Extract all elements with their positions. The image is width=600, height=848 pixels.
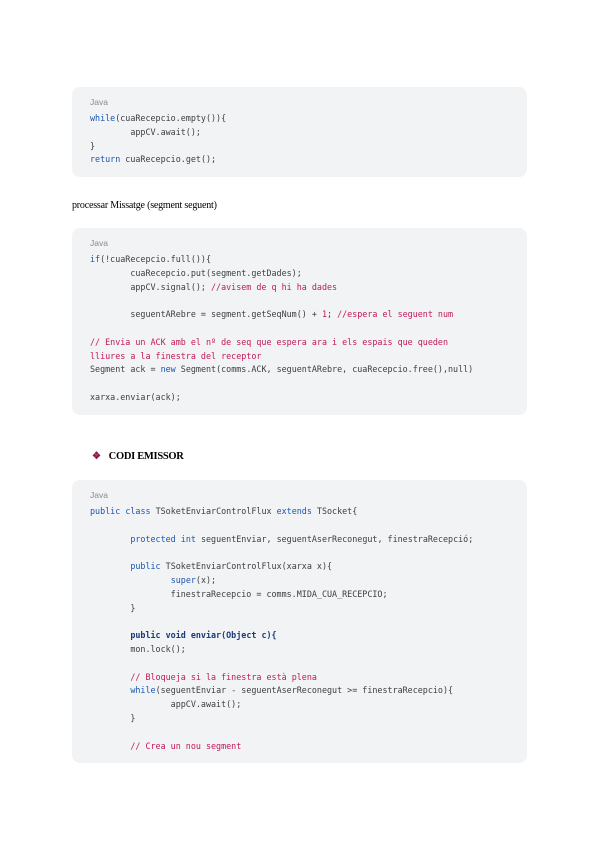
code-line [90,336,509,350]
code-line [90,533,509,547]
code-token [90,534,130,544]
code-line [90,377,509,391]
code-token: lliures a la finestra del receptor [90,350,262,361]
code-token: //avisem de q hi ha dades [211,281,338,292]
code-block-process-message [72,228,527,415]
code-line [90,740,509,754]
code-token [90,630,130,640]
code-token: super [170,574,196,585]
code-token: (!cuaRecepcio.full()){ [100,254,212,264]
code-language-label: Java [90,490,108,500]
code-token: } [90,712,136,723]
section-heading [92,451,184,462]
code-token: xarxa.enviar(ack); [90,391,181,402]
code-token: appCV.await(); [90,126,201,137]
code-line [90,684,509,698]
code-language-label: Java [90,97,108,107]
code-line [90,657,509,671]
code-line [90,322,509,336]
code-line [90,546,509,560]
code-line [90,140,509,154]
code-token: cuaRecepcio.put(segment.getDades); [90,267,302,278]
code-line [90,294,509,308]
code-token: Segment(comms.ACK, seguentARebre, cuaRecepcio.free(),null) [175,364,474,375]
code-line [90,671,509,685]
code-token: // Crea un nou segment [130,740,242,751]
code-token: TSoketEnviarControlFlux(xarxa x){ [160,561,333,572]
code-token: TSocket{ [311,506,358,516]
code-token: new [160,364,176,375]
code-token: finestraRecepcio = comms.MIDA_CUA_RECEPCIO; [90,588,388,599]
code-token: (cuaRecepcio.empty()){ [115,113,227,123]
code-token: appCV.await(); [90,699,242,710]
code-line [90,588,509,602]
code-line [90,505,509,519]
code-line [90,253,509,267]
code-token: (x); [195,574,217,585]
code-line [90,574,509,588]
code-line [90,643,509,657]
code-token: cuaRecepcio.get(); [120,154,217,165]
code-token: //espera el seguent num [337,309,454,320]
code-block-sender [72,480,527,763]
code-token: // Bloqueja si la finestra està plena [130,671,317,682]
code-token: seguentEnviar, seguentAserReconegut, finestraRecepció; [195,533,474,544]
code-line [90,519,509,533]
code-token: if [90,254,101,264]
code-line [90,153,509,167]
code-token [90,672,130,682]
code-language-label: Java [90,238,108,248]
code-token: while [130,685,156,696]
code-line [90,363,509,377]
code-token: public [130,561,161,572]
code-line [90,560,509,574]
code-token: while [90,113,116,123]
code-token: } [90,140,96,151]
code-token: TSoketEnviarControlFlux [150,506,277,516]
code-line [90,112,509,126]
code-token: public [90,506,121,516]
code-line [90,698,509,712]
function-heading: processar Missatge (segment seguent) [72,200,217,211]
code-token: extends [276,506,312,516]
code-token [90,741,130,751]
code-line [90,391,509,405]
code-token [90,561,130,571]
code-line [90,615,509,629]
code-token: 1 [321,309,327,320]
code-line [90,350,509,364]
code-line [90,602,509,616]
code-token: (seguentEnviar - seguentAserReconegut >= finestraRecepcio){ [155,685,454,696]
code-token: return [90,154,121,165]
code-line [90,281,509,295]
code-content [90,112,509,167]
code-content [90,505,509,753]
code-token: ; [327,309,338,320]
code-token: public void enviar(Object c){ [130,630,277,641]
code-line [90,308,509,322]
section-title: CODI EMISSOR [108,451,184,462]
code-token: int [180,533,196,544]
code-line [90,726,509,740]
code-line [90,126,509,140]
code-token: appCV.signal(); [90,281,212,292]
code-line [90,712,509,726]
code-line [90,629,509,643]
code-token: protected [130,533,176,544]
code-token [90,575,171,585]
diamond-bullet-icon: ❖ [92,451,101,462]
code-token: class [125,506,151,516]
code-block-receive-get [72,87,527,177]
code-token: } [90,602,136,613]
code-line [90,267,509,281]
code-token: Segment ack = [90,364,161,375]
code-content [90,253,509,405]
code-token: // Envia un ACK amb el nº de seq que espera ara i els espais que queden [90,336,448,347]
code-token: mon.lock(); [90,643,186,654]
code-token [90,685,130,695]
code-token: seguentARebre = segment.getSeqNum() + [90,309,322,320]
